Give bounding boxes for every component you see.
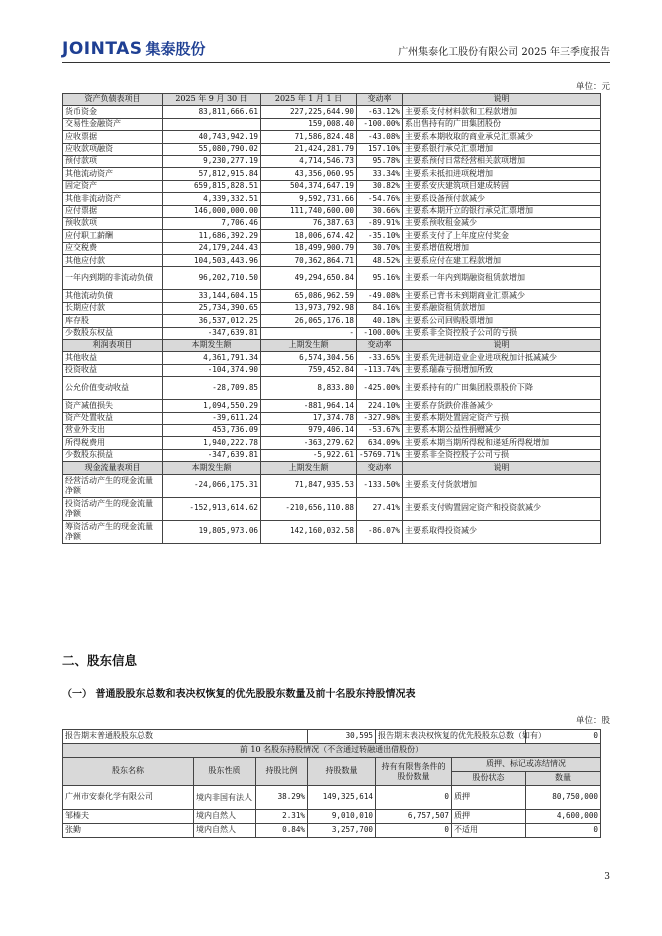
prior-value: 8,833.80	[261, 377, 357, 400]
prior-value: 70,362,864.71	[261, 255, 357, 267]
change-rate: -5769.71%	[357, 449, 403, 461]
shareholder-name: 张勤	[63, 824, 194, 838]
total-shareholders-value: 30,595	[308, 730, 376, 744]
column-header: 本期发生额	[163, 462, 261, 474]
current-value	[163, 118, 261, 130]
current-value: -347,639.81	[163, 327, 261, 339]
prior-value: 71,847,935.53	[261, 474, 357, 497]
shareholder-pledge-qty: 0	[526, 824, 601, 838]
column-header: 变动率	[357, 340, 403, 352]
item-name: 资产处置收益	[63, 412, 163, 424]
shareholder-count: 149,325,614	[308, 786, 376, 810]
column-header: 上期发生额	[261, 462, 357, 474]
shareholder-count: 3,257,700	[308, 824, 376, 838]
explanation: 主要系应付在建工程款增加	[403, 255, 601, 267]
table-row	[63, 230, 601, 242]
explanation: 主要系预收租金减少	[403, 217, 601, 229]
current-value: 19,805,973.06	[163, 520, 261, 543]
table-row	[63, 449, 601, 461]
explanation: 主要系增值税增加	[403, 242, 601, 254]
shareholder-nature: 境内非国有法人	[194, 786, 256, 810]
change-rate: 634.09%	[357, 437, 403, 449]
change-rate: 157.10%	[357, 143, 403, 155]
item-name: 所得税费用	[63, 437, 163, 449]
current-value: 104,503,443.96	[163, 255, 261, 267]
current-value: 659,815,828.51	[163, 180, 261, 192]
change-rate: 40.18%	[357, 315, 403, 327]
shareholder-row	[63, 786, 601, 810]
change-rate: 33.34%	[357, 168, 403, 180]
prior-value: 76,387.63	[261, 217, 357, 229]
current-value: -28,709.85	[163, 377, 261, 400]
section-title-shareholders: 二、股东信息	[62, 653, 138, 668]
change-rate: -63.12%	[357, 106, 403, 118]
shareholder-state: 质押	[452, 810, 526, 824]
item-name: 预收款项	[63, 217, 163, 229]
table-row	[63, 180, 601, 192]
shareholder-restricted: 6,757,507	[376, 810, 452, 824]
shareholder-pledge-qty: 4,600,000	[526, 810, 601, 824]
shareholder-nature: 境内自然人	[194, 824, 256, 838]
col-pledge-qty: 数量	[526, 772, 601, 786]
current-value: 9,230,277.19	[163, 155, 261, 167]
prior-value: 17,374.78	[261, 412, 357, 424]
prior-value: -210,656,110.88	[261, 497, 357, 520]
current-value: 11,686,392.29	[163, 230, 261, 242]
table-row	[63, 352, 601, 364]
item-name: 其他流动负债	[63, 290, 163, 302]
prior-value: -881,964.14	[261, 400, 357, 412]
column-header: 2025 年 9 月 30 日	[163, 94, 261, 106]
prior-value: -5,922.61	[261, 449, 357, 461]
table-row	[63, 255, 601, 267]
current-value: 83,811,666.61	[163, 106, 261, 118]
current-value: 24,179,244.43	[163, 242, 261, 254]
explanation: 主要系本期公益性捐赠减少	[403, 424, 601, 436]
item-name: 应收款项融资	[63, 143, 163, 155]
explanation: 主要系持有的广田集团股票股价下降	[403, 377, 601, 400]
item-name: 货币资金	[63, 106, 163, 118]
table-row	[63, 377, 601, 400]
prior-value: 26,065,176.18	[261, 315, 357, 327]
table-row	[63, 497, 601, 520]
table-row	[63, 242, 601, 254]
column-header: 说明	[403, 340, 601, 352]
prior-value: 13,973,792.98	[261, 302, 357, 314]
unit-label-share: 单位：股	[575, 716, 610, 726]
report-title: 广州集泰化工股份有限公司 2025 年三季度报告	[398, 47, 610, 58]
prior-value: 4,714,546.73	[261, 155, 357, 167]
item-name: 筹资活动产生的现金流量净额	[63, 520, 163, 543]
table-row	[63, 106, 601, 118]
col-share-ratio: 持股比例	[256, 758, 308, 786]
explanation: 主要系非全资控股子公司亏损	[403, 449, 601, 461]
explanation: 主要系公司回购股票增加	[403, 315, 601, 327]
pref-shareholders-value: 0	[526, 730, 601, 744]
column-header: 说明	[403, 94, 601, 106]
explanation: 主要系本期开立的银行承兑汇票增加	[403, 205, 601, 217]
prior-value: 6,574,304.56	[261, 352, 357, 364]
current-value: 4,339,332.51	[163, 193, 261, 205]
explanation: 主要系本期收取的商业承兑汇票减少	[403, 131, 601, 143]
explanation: 主要系预付日常经营相关款项增加	[403, 155, 601, 167]
prior-value: 979,406.14	[261, 424, 357, 436]
current-value: 4,361,791.34	[163, 352, 261, 364]
change-rate: -89.91%	[357, 217, 403, 229]
current-value: 25,734,390.65	[163, 302, 261, 314]
change-rate: -133.50%	[357, 474, 403, 497]
table-row	[63, 520, 601, 543]
explanation: 主要系先进制造业企业进项税加计抵减减少	[403, 352, 601, 364]
prior-value: 111,740,600.00	[261, 205, 357, 217]
unit-label-yuan: 单位：元	[575, 82, 610, 92]
item-name: 其他流动资产	[63, 168, 163, 180]
change-rate: -33.65%	[357, 352, 403, 364]
table-row	[63, 412, 601, 424]
column-header: 变动率	[357, 462, 403, 474]
table-row	[63, 315, 601, 327]
shareholder-name: 邹榛夫	[63, 810, 194, 824]
shareholder-state: 质押	[452, 786, 526, 810]
table-row	[63, 364, 601, 376]
prior-value: 21,424,281.79	[261, 143, 357, 155]
page-header	[62, 36, 610, 63]
explanation: 主要系非全资控股子公司的亏损	[403, 327, 601, 339]
col-share-count: 持股数量	[308, 758, 376, 786]
prior-value: 159,008.40	[261, 118, 357, 130]
change-rate: -113.74%	[357, 364, 403, 376]
explanation: 主要系支付购置固定资产和投资款减少	[403, 497, 601, 520]
change-rate: -100.00%	[357, 327, 403, 339]
explanation: 主要系安庆建筑项目建成转固	[403, 180, 601, 192]
shareholder-count: 9,010,010	[308, 810, 376, 824]
prior-value: 227,225,644.90	[261, 106, 357, 118]
shareholder-restricted: 0	[376, 824, 452, 838]
prior-value: 71,586,824.48	[261, 131, 357, 143]
item-name: 资产减值损失	[63, 400, 163, 412]
change-rate: -53.67%	[357, 424, 403, 436]
shareholder-pledge-qty: 80,750,000	[526, 786, 601, 810]
table-row	[63, 302, 601, 314]
table-row	[63, 168, 601, 180]
item-name: 营业外支出	[63, 424, 163, 436]
prior-value: 65,086,962.59	[261, 290, 357, 302]
explanation: 主要系银行承兑汇票增加	[403, 143, 601, 155]
shareholder-state: 不适用	[452, 824, 526, 838]
current-value: -39,611.24	[163, 412, 261, 424]
change-rate: -86.07%	[357, 520, 403, 543]
col-shareholder-name: 股东名称	[63, 758, 194, 786]
item-name: 少数股东损益	[63, 449, 163, 461]
col-share-state: 股份状态	[452, 772, 526, 786]
item-name: 固定资产	[63, 180, 163, 192]
section-header-row	[63, 462, 601, 474]
item-name: 其他收益	[63, 352, 163, 364]
explanation: 系出售持有的广田集团股份	[403, 118, 601, 130]
explanation: 主要系一年内到期融资租赁款增加	[403, 267, 601, 290]
pref-shareholders-label: 报告期末表决权恢复的优先股股东总数（如有）	[376, 730, 526, 744]
table-row	[63, 327, 601, 339]
item-name: 一年内到期的非流动负债	[63, 267, 163, 290]
current-value: -104,374.90	[163, 364, 261, 376]
change-rate: 30.70%	[357, 242, 403, 254]
table-row	[63, 217, 601, 229]
shareholder-restricted: 0	[376, 786, 452, 810]
explanation: 主要系支付了上年度应付奖金	[403, 230, 601, 242]
change-rate: 27.41%	[357, 497, 403, 520]
current-value: 96,202,710.50	[163, 267, 261, 290]
table-row	[63, 290, 601, 302]
shareholder-ratio: 38.29%	[256, 786, 308, 810]
prior-value: 43,356,060.95	[261, 168, 357, 180]
column-header: 说明	[403, 462, 601, 474]
column-header: 变动率	[357, 94, 403, 106]
shareholder-name: 广州市安泰化学有限公司	[63, 786, 194, 810]
item-name: 应付职工薪酬	[63, 230, 163, 242]
item-name: 经营活动产生的现金流量净额	[63, 474, 163, 497]
explanation: 主要系取得投资减少	[403, 520, 601, 543]
column-header: 现金流量表项目	[63, 462, 163, 474]
explanation: 主要系存货跌价准备减少	[403, 400, 601, 412]
table-row	[63, 143, 601, 155]
table-row	[63, 437, 601, 449]
current-value: -152,913,614.62	[163, 497, 261, 520]
prior-value: 49,294,650.84	[261, 267, 357, 290]
explanation: 主要系本期当期所得税和递延所得税增加	[403, 437, 601, 449]
item-name: 预付款项	[63, 155, 163, 167]
change-rate: -327.98%	[357, 412, 403, 424]
change-rate: 95.78%	[357, 155, 403, 167]
current-value: 36,537,012.25	[163, 315, 261, 327]
table-row	[63, 267, 601, 290]
current-value: 7,706.46	[163, 217, 261, 229]
item-name: 库存股	[63, 315, 163, 327]
explanation: 主要系支付货款增加	[403, 474, 601, 497]
column-header: 利润表项目	[63, 340, 163, 352]
change-rate: 84.16%	[357, 302, 403, 314]
change-rate: 30.66%	[357, 205, 403, 217]
item-name: 长期应付款	[63, 302, 163, 314]
financial-changes-table	[62, 93, 601, 544]
table-row	[63, 118, 601, 130]
item-name: 投资收益	[63, 364, 163, 376]
shareholder-row	[63, 824, 601, 838]
company-logo: JOINTAS 集泰股份	[62, 39, 206, 59]
item-name: 应付票据	[63, 205, 163, 217]
current-value: -347,639.81	[163, 449, 261, 461]
current-value: 55,080,790.02	[163, 143, 261, 155]
prior-value: 504,374,647.19	[261, 180, 357, 192]
item-name: 应交税费	[63, 242, 163, 254]
subsection-title-shareholders: （一） 普通股股东总数和表决权恢复的优先股股东数量及前十名股东持股情况表	[62, 689, 416, 700]
table-row	[63, 424, 601, 436]
shareholder-row	[63, 810, 601, 824]
prior-value: 142,160,032.58	[261, 520, 357, 543]
item-name: 投资活动产生的现金流量净额	[63, 497, 163, 520]
change-rate: 224.10%	[357, 400, 403, 412]
explanation: 主要系已背书未到期商业汇票减少	[403, 290, 601, 302]
prior-value: 18,006,674.42	[261, 230, 357, 242]
change-rate: -35.10%	[357, 230, 403, 242]
top10-caption: 前 10 名股东持股情况（不含通过转融通出借股份）	[63, 744, 601, 758]
change-rate: -54.76%	[357, 193, 403, 205]
current-value: 33,144,604.15	[163, 290, 261, 302]
explanation: 主要系支付材料款和工程款增加	[403, 106, 601, 118]
col-shareholder-nature: 股东性质	[194, 758, 256, 786]
shareholder-nature: 境内自然人	[194, 810, 256, 824]
explanation: 主要系设备预付款减少	[403, 193, 601, 205]
column-header: 本期发生额	[163, 340, 261, 352]
column-header: 资产负债表项目	[63, 94, 163, 106]
change-rate: -43.08%	[357, 131, 403, 143]
column-header: 上期发生额	[261, 340, 357, 352]
table-row	[63, 474, 601, 497]
prior-value: 9,592,731.66	[261, 193, 357, 205]
table-row	[63, 205, 601, 217]
explanation: 主要系未抵扣进项税增加	[403, 168, 601, 180]
prior-value: 759,452.84	[261, 364, 357, 376]
col-pledge-status: 质押、标记或冻结情况	[452, 758, 601, 772]
section-header-row	[63, 94, 601, 106]
current-value: 453,736.09	[163, 424, 261, 436]
item-name: 公允价值变动收益	[63, 377, 163, 400]
item-name: 其他非流动资产	[63, 193, 163, 205]
change-rate: 30.82%	[357, 180, 403, 192]
change-rate: 48.52%	[357, 255, 403, 267]
item-name: 交易性金融资产	[63, 118, 163, 130]
item-name: 少数股东权益	[63, 327, 163, 339]
page-number: 3	[604, 872, 610, 882]
explanation: 主要系本期处置固定资产亏损	[403, 412, 601, 424]
explanation: 主要系瑞森亏损增加所致	[403, 364, 601, 376]
explanation: 主要系融资租赁款增加	[403, 302, 601, 314]
change-rate: 95.16%	[357, 267, 403, 290]
table-row	[63, 193, 601, 205]
current-value: 40,743,942.19	[163, 131, 261, 143]
change-rate: -49.08%	[357, 290, 403, 302]
change-rate: -100.00%	[357, 118, 403, 130]
col-restricted-shares: 持有有限售条件的股份数量	[376, 758, 452, 786]
current-value: 57,812,915.84	[163, 168, 261, 180]
prior-value: -	[261, 327, 357, 339]
shareholder-ratio: 2.31%	[256, 810, 308, 824]
prior-value: 18,499,900.79	[261, 242, 357, 254]
item-name: 应收票据	[63, 131, 163, 143]
item-name: 其他应付款	[63, 255, 163, 267]
shareholder-table	[62, 729, 601, 838]
change-rate: -425.00%	[357, 377, 403, 400]
table-row	[63, 155, 601, 167]
section-header-row	[63, 340, 601, 352]
shareholder-ratio: 0.84%	[256, 824, 308, 838]
current-value: 1,094,550.29	[163, 400, 261, 412]
current-value: -24,066,175.31	[163, 474, 261, 497]
total-shareholders-label: 报告期末普通股股东总数	[63, 730, 308, 744]
table-row	[63, 131, 601, 143]
current-value: 1,940,222.78	[163, 437, 261, 449]
table-row	[63, 400, 601, 412]
prior-value: -363,279.62	[261, 437, 357, 449]
current-value: 146,000,000.00	[163, 205, 261, 217]
column-header: 2025 年 1 月 1 日	[261, 94, 357, 106]
